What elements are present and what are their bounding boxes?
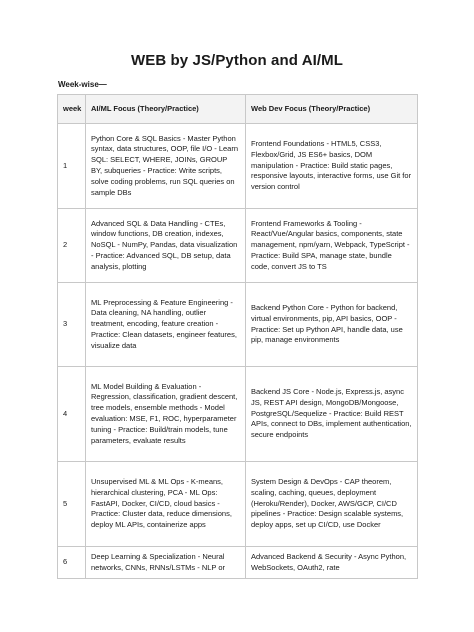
ai-ml-cell: Advanced SQL & Data Handling - CTEs, window functions, DB creation, indexes, NoSQL - NumPy, Pandas, data visualization - Practice: Advanced SQL, DB setup, data analysis, plotting bbox=[86, 209, 246, 283]
table-body bbox=[58, 124, 418, 579]
section-subheading: Week-wise— bbox=[58, 80, 107, 89]
week-number: 6 bbox=[58, 547, 86, 579]
week-number: 1 bbox=[58, 124, 86, 209]
header-web-dev-focus: Web Dev Focus (Theory/Practice) bbox=[246, 95, 418, 124]
web-dev-cell: Backend Python Core - Python for backend, virtual environments, pip, API basics, OOP - Practice: Set up Python API, handle data, use pip, manage environments bbox=[246, 283, 418, 367]
header-week: week bbox=[58, 95, 86, 124]
table-row bbox=[58, 547, 418, 579]
table-row bbox=[58, 124, 418, 209]
web-dev-cell: Frontend Frameworks & Tooling - React/Vue/Angular basics, components, state management, npm/yarn, Webpack, TypeScript - Practice: Build SPA, manage state, bundle code, convert JS to TS bbox=[246, 209, 418, 283]
week-number: 2 bbox=[58, 209, 86, 283]
ai-ml-cell: Python Core & SQL Basics - Master Python syntax, data structures, OOP, file I/O - Learn SQL: SELECT, WHERE, JOINs, GROUP BY, subqueries - Practice: Write scripts, solve coding problems, run SQL queries on sample DBs bbox=[86, 124, 246, 209]
table-row bbox=[58, 209, 418, 283]
page-title: WEB by JS/Python and AI/ML bbox=[130, 52, 344, 69]
table-header bbox=[58, 95, 418, 124]
ai-ml-cell: ML Preprocessing & Feature Engineering - Data cleaning, NA handling, outlier treatment, encoding, feature creation - Practice: Clean datasets, engineer features, visualize data bbox=[86, 283, 246, 367]
table-row bbox=[58, 283, 418, 367]
web-dev-cell: Backend JS Core - Node.js, Express.js, async JS, REST API design, MongoDB/Mongoose, PostgreSQL/Sequelize - Practice: Build REST APIs, connect to DBs, implement authentication, secure endpoints bbox=[246, 367, 418, 462]
ai-ml-cell: Unsupervised ML & ML Ops - K-means, hierarchical clustering, PCA - ML Ops: FastAPI, Docker, CI/CD, cloud basics - Practice: Cluster data, reduce dimensions, deploy ML APIs, containerize apps bbox=[86, 462, 246, 547]
web-dev-cell: Advanced Backend & Security - Async Python, WebSockets, OAuth2, rate bbox=[246, 547, 418, 579]
ai-ml-cell: ML Model Building & Evaluation - Regression, classification, gradient descent, tree models, ensemble methods - Model evaluation: MSE, F1, ROC, hyperparameter tuning - Practice: Build/train models, tune parameters, evaluate results bbox=[86, 367, 246, 462]
table-row bbox=[58, 462, 418, 547]
week-number: 3 bbox=[58, 283, 86, 367]
web-dev-cell: System Design & DevOps - CAP theorem, scaling, caching, queues, deployment (Heroku/Render), Docker, AWS/GCP, CI/CD pipelines - Practice: Design scalable systems, deploy apps, set up CI/CD, use Docker bbox=[246, 462, 418, 547]
table-row bbox=[58, 367, 418, 462]
week-number: 5 bbox=[58, 462, 86, 547]
web-dev-cell: Frontend Foundations - HTML5, CSS3, Flexbox/Grid, JS ES6+ basics, DOM manipulation - Practice: Build static pages, responsive layouts, interactive forms, use Git for version control bbox=[246, 124, 418, 209]
week-number: 4 bbox=[58, 367, 86, 462]
curriculum-table bbox=[57, 94, 418, 579]
header-ai-ml-focus: AI/ML Focus (Theory/Practice) bbox=[86, 95, 246, 124]
table-header-row bbox=[58, 95, 418, 124]
ai-ml-cell: Deep Learning & Specialization - Neural networks, CNNs, RNNs/LSTMs - NLP or bbox=[86, 547, 246, 579]
